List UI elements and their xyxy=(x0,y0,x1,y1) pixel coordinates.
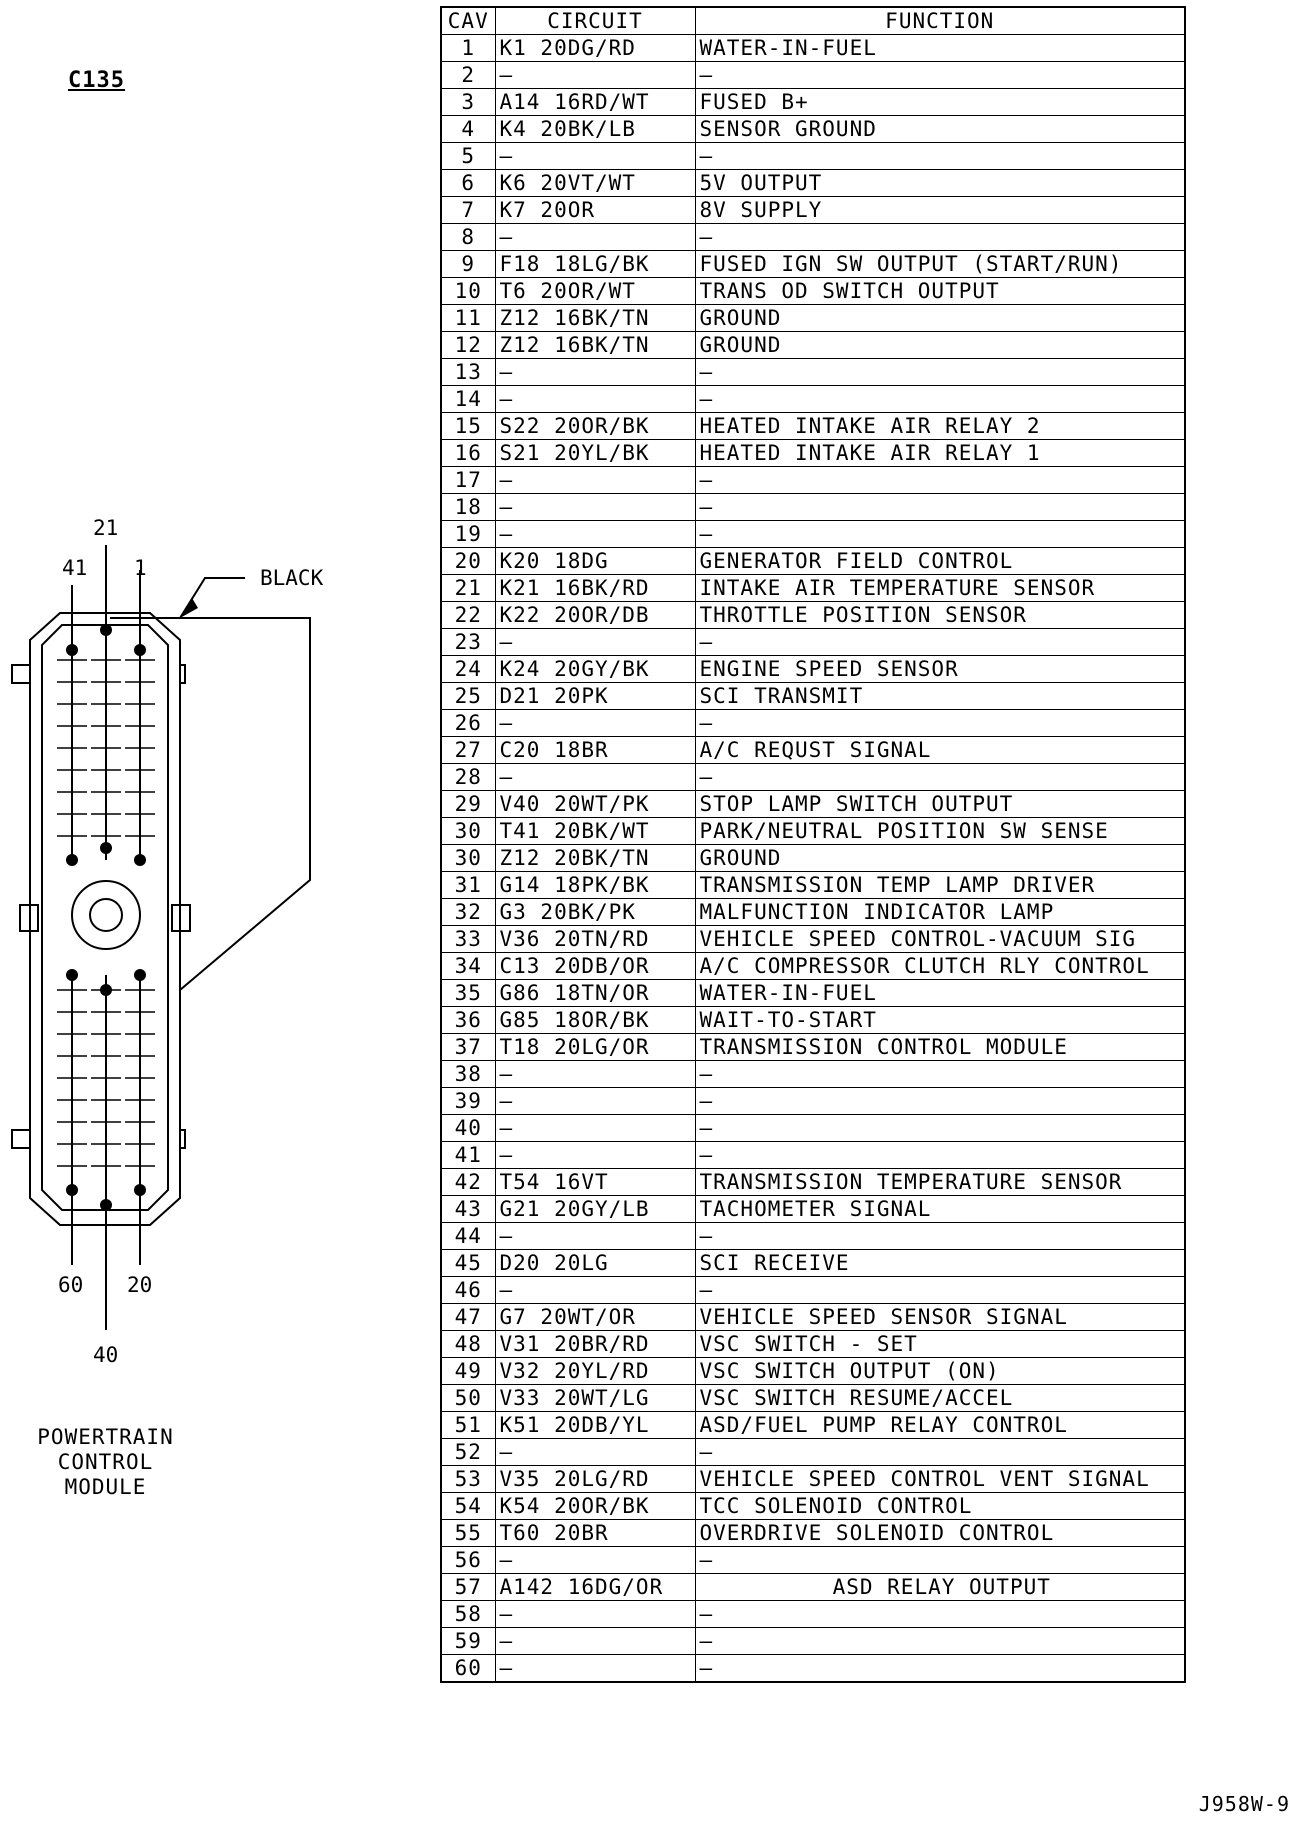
table-row xyxy=(441,386,1185,413)
function-cell: — xyxy=(695,629,1185,656)
function-cell: VEHICLE SPEED CONTROL-VACUUM SIG xyxy=(695,926,1185,953)
cav-cell: 49 xyxy=(441,1358,495,1385)
cav-cell: 9 xyxy=(441,251,495,278)
circuit-cell: G3 20BK/PK xyxy=(495,899,695,926)
circuit-cell: V33 20WT/LG xyxy=(495,1385,695,1412)
function-cell: GENERATOR FIELD CONTROL xyxy=(695,548,1185,575)
table-row xyxy=(441,1385,1185,1412)
table-row xyxy=(441,1358,1185,1385)
table-row xyxy=(441,467,1185,494)
table-row xyxy=(441,170,1185,197)
function-cell: — xyxy=(695,1439,1185,1466)
module-label-line: POWERTRAIN xyxy=(37,1425,174,1449)
pin-callout-1: 1 xyxy=(134,556,147,580)
cav-cell: 25 xyxy=(441,683,495,710)
table-row xyxy=(441,1196,1185,1223)
table-row xyxy=(441,143,1185,170)
circuit-cell: G21 20GY/LB xyxy=(495,1196,695,1223)
cav-cell: 22 xyxy=(441,602,495,629)
circuit-cell: — xyxy=(495,467,695,494)
function-cell: TCC SOLENOID CONTROL xyxy=(695,1493,1185,1520)
function-cell: — xyxy=(695,62,1185,89)
function-cell: TRANS OD SWITCH OUTPUT xyxy=(695,278,1185,305)
circuit-cell: V40 20WT/PK xyxy=(495,791,695,818)
circuit-cell: — xyxy=(495,1142,695,1169)
function-cell: WATER-IN-FUEL xyxy=(695,980,1185,1007)
cav-cell: 42 xyxy=(441,1169,495,1196)
header-cav: CAV xyxy=(441,7,495,35)
header-circuit: CIRCUIT xyxy=(495,7,695,35)
table-row xyxy=(441,629,1185,656)
function-cell: — xyxy=(695,710,1185,737)
cav-cell: 8 xyxy=(441,224,495,251)
circuit-cell: — xyxy=(495,1547,695,1574)
cav-cell: 26 xyxy=(441,710,495,737)
function-cell: — xyxy=(695,1547,1185,1574)
cav-cell: 30 xyxy=(441,818,495,845)
module-label-line: MODULE xyxy=(64,1475,147,1499)
circuit-cell: S22 20OR/BK xyxy=(495,413,695,440)
connector-diagram xyxy=(0,0,440,1400)
pin-callout-21: 21 xyxy=(93,516,119,540)
function-cell: — xyxy=(695,1115,1185,1142)
circuit-cell: A14 16RD/WT xyxy=(495,89,695,116)
table-row xyxy=(441,116,1185,143)
function-cell: 8V SUPPLY xyxy=(695,197,1185,224)
cav-cell: 19 xyxy=(441,521,495,548)
table-row xyxy=(441,278,1185,305)
circuit-cell: K6 20VT/WT xyxy=(495,170,695,197)
pin-dot xyxy=(134,854,146,866)
cav-cell: 35 xyxy=(441,980,495,1007)
function-cell: WATER-IN-FUEL xyxy=(695,35,1185,62)
cav-cell: 36 xyxy=(441,1007,495,1034)
circuit-cell: — xyxy=(495,359,695,386)
cav-cell: 48 xyxy=(441,1331,495,1358)
function-cell: VSC SWITCH RESUME/ACCEL xyxy=(695,1385,1185,1412)
circuit-cell: C20 18BR xyxy=(495,737,695,764)
function-cell: — xyxy=(695,359,1185,386)
function-cell: FUSED B+ xyxy=(695,89,1185,116)
table-row xyxy=(441,1601,1185,1628)
cav-cell: 52 xyxy=(441,1439,495,1466)
cav-cell: 34 xyxy=(441,953,495,980)
circuit-cell: — xyxy=(495,143,695,170)
cav-cell: 18 xyxy=(441,494,495,521)
cav-cell: 4 xyxy=(441,116,495,143)
cav-cell: 29 xyxy=(441,791,495,818)
cav-cell: 7 xyxy=(441,197,495,224)
function-cell: VSC SWITCH OUTPUT (ON) xyxy=(695,1358,1185,1385)
table-row xyxy=(441,332,1185,359)
table-row xyxy=(441,89,1185,116)
circuit-cell: A142 16DG/OR xyxy=(495,1574,695,1601)
cav-cell: 17 xyxy=(441,467,495,494)
table-row xyxy=(441,737,1185,764)
table-row xyxy=(441,818,1185,845)
table-row xyxy=(441,764,1185,791)
function-cell: SENSOR GROUND xyxy=(695,116,1185,143)
function-cell: THROTTLE POSITION SENSOR xyxy=(695,602,1185,629)
table-header-row xyxy=(441,7,1185,35)
table-row xyxy=(441,548,1185,575)
circuit-cell: D20 20LG xyxy=(495,1250,695,1277)
header-function: FUNCTION xyxy=(695,7,1185,35)
cav-cell: 33 xyxy=(441,926,495,953)
cav-cell: 13 xyxy=(441,359,495,386)
function-cell: — xyxy=(695,386,1185,413)
table-row xyxy=(441,1169,1185,1196)
cav-cell: 21 xyxy=(441,575,495,602)
circuit-cell: Z12 16BK/TN xyxy=(495,305,695,332)
cav-cell: 53 xyxy=(441,1466,495,1493)
center-boss-inner xyxy=(90,899,122,931)
table-row xyxy=(441,1655,1185,1683)
table-row xyxy=(441,1142,1185,1169)
table-row xyxy=(441,197,1185,224)
pin-dot xyxy=(134,1184,146,1196)
function-cell: MALFUNCTION INDICATOR LAMP xyxy=(695,899,1185,926)
table-row xyxy=(441,1520,1185,1547)
circuit-cell: K24 20GY/BK xyxy=(495,656,695,683)
table-row xyxy=(441,1250,1185,1277)
table-row xyxy=(441,521,1185,548)
cav-cell: 56 xyxy=(441,1547,495,1574)
pin-callout-60: 60 xyxy=(58,1273,84,1297)
circuit-cell: — xyxy=(495,386,695,413)
cav-cell: 37 xyxy=(441,1034,495,1061)
table-row xyxy=(441,791,1185,818)
table-row xyxy=(441,440,1185,467)
table-row xyxy=(441,899,1185,926)
module-label-line: CONTROL xyxy=(57,1450,154,1474)
table-row xyxy=(441,1277,1185,1304)
circuit-cell: K7 20OR xyxy=(495,197,695,224)
function-cell: VEHICLE SPEED CONTROL VENT SIGNAL xyxy=(695,1466,1185,1493)
table-row xyxy=(441,1493,1185,1520)
function-cell: PARK/NEUTRAL POSITION SW SENSE xyxy=(695,818,1185,845)
pin-dot xyxy=(100,1199,112,1211)
cav-cell: 10 xyxy=(441,278,495,305)
cav-cell: 23 xyxy=(441,629,495,656)
pin-dot xyxy=(66,969,78,981)
function-cell: VSC SWITCH - SET xyxy=(695,1331,1185,1358)
function-cell: — xyxy=(695,467,1185,494)
function-cell: SCI RECEIVE xyxy=(695,1250,1185,1277)
cav-cell: 3 xyxy=(441,89,495,116)
function-cell: OVERDRIVE SOLENOID CONTROL xyxy=(695,1520,1185,1547)
circuit-cell: — xyxy=(495,1655,695,1683)
table-row xyxy=(441,575,1185,602)
table-row xyxy=(441,683,1185,710)
table-row xyxy=(441,1223,1185,1250)
table-row xyxy=(441,1331,1185,1358)
table-row xyxy=(441,845,1185,872)
function-cell: ASD RELAY OUTPUT xyxy=(695,1574,1185,1601)
function-cell: TRANSMISSION TEMPERATURE SENSOR xyxy=(695,1169,1185,1196)
function-cell: A/C COMPRESSOR CLUTCH RLY CONTROL xyxy=(695,953,1185,980)
function-cell: FUSED IGN SW OUTPUT (START/RUN) xyxy=(695,251,1185,278)
table-row xyxy=(441,494,1185,521)
cav-cell: 14 xyxy=(441,386,495,413)
cav-cell: 1 xyxy=(441,35,495,62)
pin-dot xyxy=(66,644,78,656)
function-cell: 5V OUTPUT xyxy=(695,170,1185,197)
pin-dot xyxy=(134,644,146,656)
cav-cell: 39 xyxy=(441,1088,495,1115)
cav-cell: 51 xyxy=(441,1412,495,1439)
table-row xyxy=(441,1115,1185,1142)
function-cell: — xyxy=(695,494,1185,521)
circuit-cell: V32 20YL/RD xyxy=(495,1358,695,1385)
table-row xyxy=(441,1007,1185,1034)
function-cell: — xyxy=(695,1655,1185,1683)
pin-callout-40: 40 xyxy=(93,1343,119,1367)
circuit-cell: G86 18TN/OR xyxy=(495,980,695,1007)
function-cell: STOP LAMP SWITCH OUTPUT xyxy=(695,791,1185,818)
table-row xyxy=(441,926,1185,953)
circuit-cell: — xyxy=(495,1061,695,1088)
table-row xyxy=(441,710,1185,737)
latch-left-bottom xyxy=(12,1130,30,1148)
cav-cell: 27 xyxy=(441,737,495,764)
function-cell: GROUND xyxy=(695,845,1185,872)
table-row xyxy=(441,1304,1185,1331)
circuit-cell: K21 16BK/RD xyxy=(495,575,695,602)
function-cell: — xyxy=(695,1628,1185,1655)
circuit-cell: Z12 20BK/TN xyxy=(495,845,695,872)
table-row xyxy=(441,1034,1185,1061)
connector-id: C135 xyxy=(68,68,125,93)
function-cell: SCI TRANSMIT xyxy=(695,683,1185,710)
wire-color-arrowhead xyxy=(180,598,198,618)
function-cell: — xyxy=(695,143,1185,170)
circuit-cell: S21 20YL/BK xyxy=(495,440,695,467)
table-row xyxy=(441,251,1185,278)
circuit-cell: G85 18OR/BK xyxy=(495,1007,695,1034)
cav-cell: 41 xyxy=(441,1142,495,1169)
pin-callout-20: 20 xyxy=(127,1273,153,1297)
function-cell: TRANSMISSION TEMP LAMP DRIVER xyxy=(695,872,1185,899)
table-row xyxy=(441,1439,1185,1466)
pin-dot xyxy=(100,842,112,854)
circuit-cell: — xyxy=(495,1439,695,1466)
figure-id: J958W-9 xyxy=(1198,1792,1290,1816)
cav-cell: 60 xyxy=(441,1655,495,1683)
circuit-cell: — xyxy=(495,494,695,521)
table-row xyxy=(441,656,1185,683)
circuit-cell: K54 20OR/BK xyxy=(495,1493,695,1520)
circuit-cell: K4 20BK/LB xyxy=(495,116,695,143)
circuit-cell: — xyxy=(495,1223,695,1250)
circuit-cell: — xyxy=(495,1115,695,1142)
cav-cell: 15 xyxy=(441,413,495,440)
circuit-cell: — xyxy=(495,1628,695,1655)
table-row xyxy=(441,305,1185,332)
table-row xyxy=(441,872,1185,899)
circuit-cell: D21 20PK xyxy=(495,683,695,710)
center-boss-outer xyxy=(72,881,140,949)
circuit-cell: T18 20LG/OR xyxy=(495,1034,695,1061)
cav-cell: 24 xyxy=(441,656,495,683)
circuit-cell: V31 20BR/RD xyxy=(495,1331,695,1358)
cav-cell: 59 xyxy=(441,1628,495,1655)
pin-dot xyxy=(66,854,78,866)
cav-cell: 43 xyxy=(441,1196,495,1223)
circuit-cell: T6 20OR/WT xyxy=(495,278,695,305)
pin-dot xyxy=(134,969,146,981)
wire-color-label: BLACK xyxy=(260,566,324,590)
table-row xyxy=(441,359,1185,386)
cav-cell: 46 xyxy=(441,1277,495,1304)
cav-cell: 20 xyxy=(441,548,495,575)
table-row xyxy=(441,1574,1185,1601)
cav-cell: 2 xyxy=(441,62,495,89)
function-cell: GROUND xyxy=(695,305,1185,332)
cav-cell: 28 xyxy=(441,764,495,791)
circuit-cell: — xyxy=(495,710,695,737)
cav-cell: 45 xyxy=(441,1250,495,1277)
cav-cell: 44 xyxy=(441,1223,495,1250)
function-cell: HEATED INTAKE AIR RELAY 2 xyxy=(695,413,1185,440)
circuit-cell: — xyxy=(495,1088,695,1115)
circuit-cell: — xyxy=(495,1277,695,1304)
function-cell: — xyxy=(695,1088,1185,1115)
circuit-cell: K22 20OR/DB xyxy=(495,602,695,629)
circuit-cell: G14 18PK/BK xyxy=(495,872,695,899)
circuit-cell: K51 20DB/YL xyxy=(495,1412,695,1439)
circuit-cell: C13 20DB/OR xyxy=(495,953,695,980)
circuit-cell: — xyxy=(495,62,695,89)
pin-callout-41: 41 xyxy=(62,556,88,580)
function-cell: — xyxy=(695,1601,1185,1628)
module-label xyxy=(18,1425,193,1500)
pin-dot xyxy=(100,984,112,996)
function-cell: TRANSMISSION CONTROL MODULE xyxy=(695,1034,1185,1061)
cav-cell: 30 xyxy=(441,845,495,872)
cav-cell: 16 xyxy=(441,440,495,467)
function-cell: TACHOMETER SIGNAL xyxy=(695,1196,1185,1223)
circuit-cell: — xyxy=(495,521,695,548)
table-row xyxy=(441,1547,1185,1574)
circuit-cell: K20 18DG xyxy=(495,548,695,575)
circuit-cell: — xyxy=(495,1601,695,1628)
circuit-cell: Z12 16BK/TN xyxy=(495,332,695,359)
table-row xyxy=(441,953,1185,980)
pinout-table xyxy=(440,6,1186,1683)
cav-cell: 5 xyxy=(441,143,495,170)
table-row xyxy=(441,62,1185,89)
circuit-cell: V36 20TN/RD xyxy=(495,926,695,953)
function-cell: A/C REQUST SIGNAL xyxy=(695,737,1185,764)
function-cell: HEATED INTAKE AIR RELAY 1 xyxy=(695,440,1185,467)
cav-cell: 47 xyxy=(441,1304,495,1331)
cav-cell: 57 xyxy=(441,1574,495,1601)
latch-left-top xyxy=(12,665,30,683)
cav-cell: 12 xyxy=(441,332,495,359)
table-row xyxy=(441,1466,1185,1493)
function-cell: WAIT-TO-START xyxy=(695,1007,1185,1034)
table-row xyxy=(441,413,1185,440)
table-row xyxy=(441,35,1185,62)
table-row xyxy=(441,1628,1185,1655)
table-row xyxy=(441,1061,1185,1088)
cav-cell: 50 xyxy=(441,1385,495,1412)
function-cell: INTAKE AIR TEMPERATURE SENSOR xyxy=(695,575,1185,602)
circuit-cell: — xyxy=(495,629,695,656)
function-cell: VEHICLE SPEED SENSOR SIGNAL xyxy=(695,1304,1185,1331)
cav-cell: 58 xyxy=(441,1601,495,1628)
function-cell: — xyxy=(695,521,1185,548)
function-cell: — xyxy=(695,1223,1185,1250)
cav-cell: 31 xyxy=(441,872,495,899)
table-row xyxy=(441,980,1185,1007)
table-row xyxy=(441,1412,1185,1439)
table-row xyxy=(441,224,1185,251)
function-cell: — xyxy=(695,764,1185,791)
function-cell: ENGINE SPEED SENSOR xyxy=(695,656,1185,683)
cav-cell: 6 xyxy=(441,170,495,197)
function-cell: — xyxy=(695,1277,1185,1304)
cav-cell: 55 xyxy=(441,1520,495,1547)
circuit-cell: T41 20BK/WT xyxy=(495,818,695,845)
table-row xyxy=(441,602,1185,629)
function-cell: — xyxy=(695,1142,1185,1169)
cav-cell: 40 xyxy=(441,1115,495,1142)
function-cell: — xyxy=(695,1061,1185,1088)
cav-cell: 11 xyxy=(441,305,495,332)
circuit-cell: — xyxy=(495,224,695,251)
circuit-cell: T54 16VT xyxy=(495,1169,695,1196)
circuit-cell: K1 20DG/RD xyxy=(495,35,695,62)
function-cell: ASD/FUEL PUMP RELAY CONTROL xyxy=(695,1412,1185,1439)
circuit-cell: — xyxy=(495,764,695,791)
cav-cell: 54 xyxy=(441,1493,495,1520)
circuit-cell: G7 20WT/OR xyxy=(495,1304,695,1331)
pin-dot xyxy=(66,1184,78,1196)
cav-cell: 32 xyxy=(441,899,495,926)
circuit-cell: F18 18LG/BK xyxy=(495,251,695,278)
function-cell: — xyxy=(695,224,1185,251)
circuit-cell: V35 20LG/RD xyxy=(495,1466,695,1493)
cav-cell: 38 xyxy=(441,1061,495,1088)
latch-right-bottom xyxy=(180,1130,185,1148)
function-cell: GROUND xyxy=(695,332,1185,359)
table-row xyxy=(441,1088,1185,1115)
latch-right-top xyxy=(180,665,185,683)
circuit-cell: T60 20BR xyxy=(495,1520,695,1547)
pin-dot xyxy=(100,624,112,636)
